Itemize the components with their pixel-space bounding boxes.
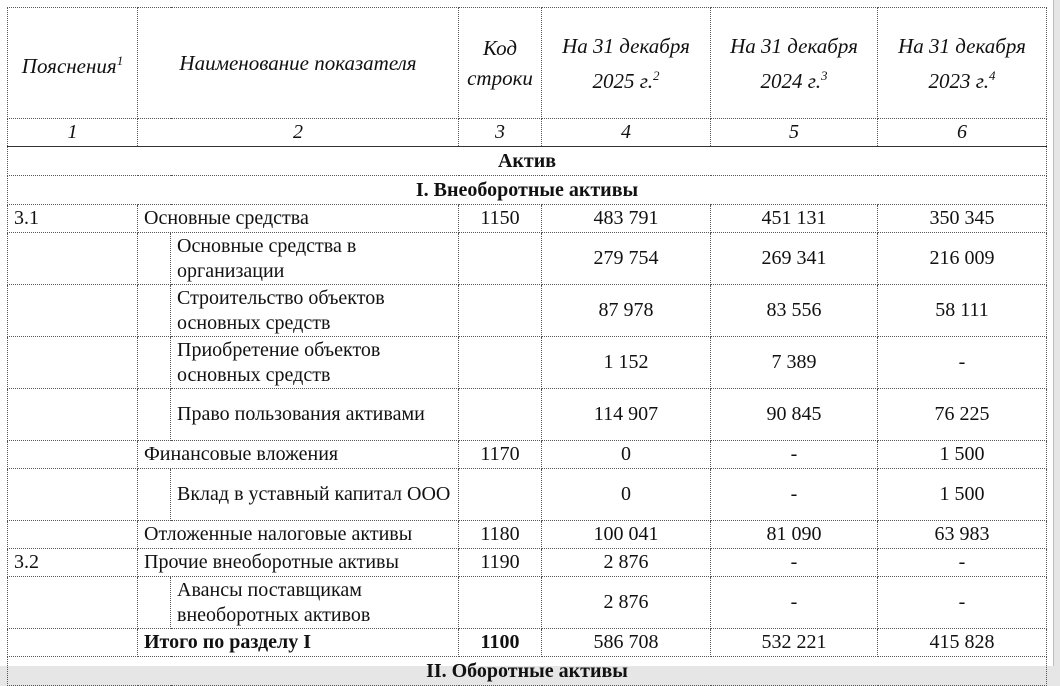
col-number: 3 bbox=[459, 119, 542, 147]
section-noncurrent: I. Внеоборотные активы bbox=[8, 176, 1047, 205]
header-indicator: Наименование показателя bbox=[138, 8, 459, 119]
header-notes: Пояснения$^1$ bbox=[8, 8, 138, 119]
section-current: II. Оборотные активы bbox=[8, 657, 1047, 686]
header-2025: На 31 декабря 2025 г.$^2$ bbox=[542, 8, 711, 119]
table-row: Строительство объектов основных средств 87 978 83 556 58 111 bbox=[8, 285, 1047, 337]
table-row: Право пользования активами 114 907 90 845 76 225 bbox=[8, 389, 1047, 441]
table-row: Финансовые вложения 1170 0 - 1 500 bbox=[8, 441, 1047, 469]
table-row: Приобретение объектов основных средств 1 152 7 389 - bbox=[8, 337, 1047, 389]
header-2024: На 31 декабря 2024 г.$^3$ bbox=[711, 8, 878, 119]
table-row: Отложенные налоговые активы 1180 100 041 81 090 63 983 bbox=[8, 521, 1047, 549]
header-2023: На 31 декабря 2023 г.$^4$ bbox=[878, 8, 1047, 119]
total-row: Итого по разделу I 1100 586 708 532 221 415 828 bbox=[8, 629, 1047, 657]
col-number: 6 bbox=[878, 119, 1047, 147]
table-row: 3.2 Прочие внеоборотные активы 1190 2 876 - - bbox=[8, 549, 1047, 577]
table-row: Основные средства в организации 279 754 269 341 216 009 bbox=[8, 233, 1047, 285]
col-number: 2 bbox=[138, 119, 459, 147]
header-row bbox=[8, 8, 1047, 119]
table-row: Авансы поставщикам внеоборотных активов 2 876 - - bbox=[8, 577, 1047, 629]
table-row: Вклад в уставный капитал ООО 0 - 1 500 bbox=[8, 469, 1047, 521]
table-row: 3.1 Основные средства 1150 483 791 451 131 350 345 bbox=[8, 205, 1047, 233]
col-number: 1 bbox=[8, 119, 138, 147]
col-number: 5 bbox=[711, 119, 878, 147]
col-number: 4 bbox=[542, 119, 711, 147]
header-code: Код строки bbox=[459, 8, 542, 119]
balance-sheet-table bbox=[7, 7, 1047, 686]
column-number-row bbox=[8, 119, 1047, 147]
section-asset: Актив bbox=[8, 147, 1047, 176]
